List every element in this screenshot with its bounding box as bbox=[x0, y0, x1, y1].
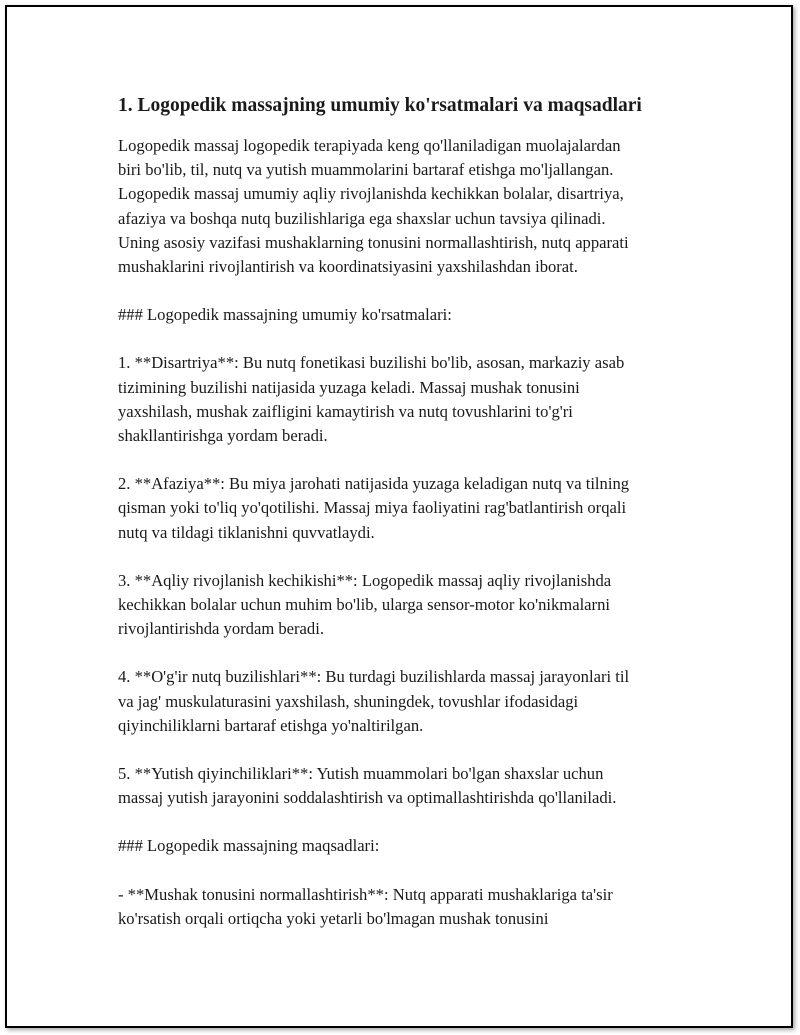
intro-paragraph: Logopedik massaj logopedik terapiyada keng qo'llaniladigan muolajalardan biri bo'lib, til, nutq va yutish muammolarini bartaraf etishga mo'ljallangan. Logopedik massaj umumiy aqliy rivojlanishda kechikkan bolalar, disartriya, afaziya va boshqa nutq buzilishlariga ega shaxslar uchun tavsiya qilinadi. Uning asosiy vazifasi mushaklarning tonusini normallashtirish, nutq apparati mushaklarini rivojlantirish va koordinatsiyasini yaxshilashdan iborat. bbox=[118, 136, 629, 277]
list-item-severe-speech-disorders: 4. **O'g'ir nutq buzilishlari**: Bu turdagi buzilishlarda massaj jarayonlari til va jag' muskulaturasini yaxshilash, shuningdek, tovushlar ifodasidagi qiyinchiliklarni bartaraf etishga yo'naltirilgan. bbox=[118, 667, 630, 735]
list-item-aphasia: 2. **Afaziya**: Bu miya jarohati natijasida yuzaga keladigan nutq va tilning qisman yoki to'liq yo'qotilishi. Massaj miya faoliyatini rag'batlantirish orqali nutq va tildagi tiklanishni quvvatlaydi. bbox=[118, 474, 630, 542]
section-heading-goals: ### Logopedik massajning maqsadlari: bbox=[118, 836, 380, 856]
list-item-dysarthria: 1. **Disartriya**: Bu nutq fonetikasi buzilishi bo'lib, asosan, markaziy asab tizimining buzilishi natijasida yuzaga keladi. Massaj mushak tonusini yaxshilash, mushak zaifligini kamaytirish va nutq tovushlarini to'g'ri shakllantirishga yordam beradi. bbox=[118, 353, 625, 446]
list-item-swallowing-difficulties: 5. **Yutish qiyinchiliklari**: Yutish muammolari bo'lgan shaxslar uchun massaj yutish jarayonini soddalashtirish va optimallashtirishda qo'llaniladi. bbox=[118, 764, 617, 808]
document-body bbox=[113, 92, 703, 955]
section-heading-indications: ### Logopedik massajning umumiy ko'rsatmalari: bbox=[118, 305, 452, 325]
list-item-muscle-tone: - **Mushak tonusini normallashtirish**: Nutq apparati mushaklariga ta'sir ko'rsatish orqali ortiqcha yoki yetarli bo'lmagan mushak tonusini bbox=[118, 884, 613, 928]
list-item-mental-delay: 3. **Aqliy rivojlanish kechikishi**: Logopedik massaj aqliy rivojlanishda kechikkan bolalar uchun muhim bo'lib, ularga sensor-motor ko'nikmalarni rivojlantirishda yordam beradi. bbox=[118, 570, 612, 639]
document-title: 1. Logopedik massajning umumiy ko'rsatmalari va maqsadlari bbox=[118, 95, 642, 116]
